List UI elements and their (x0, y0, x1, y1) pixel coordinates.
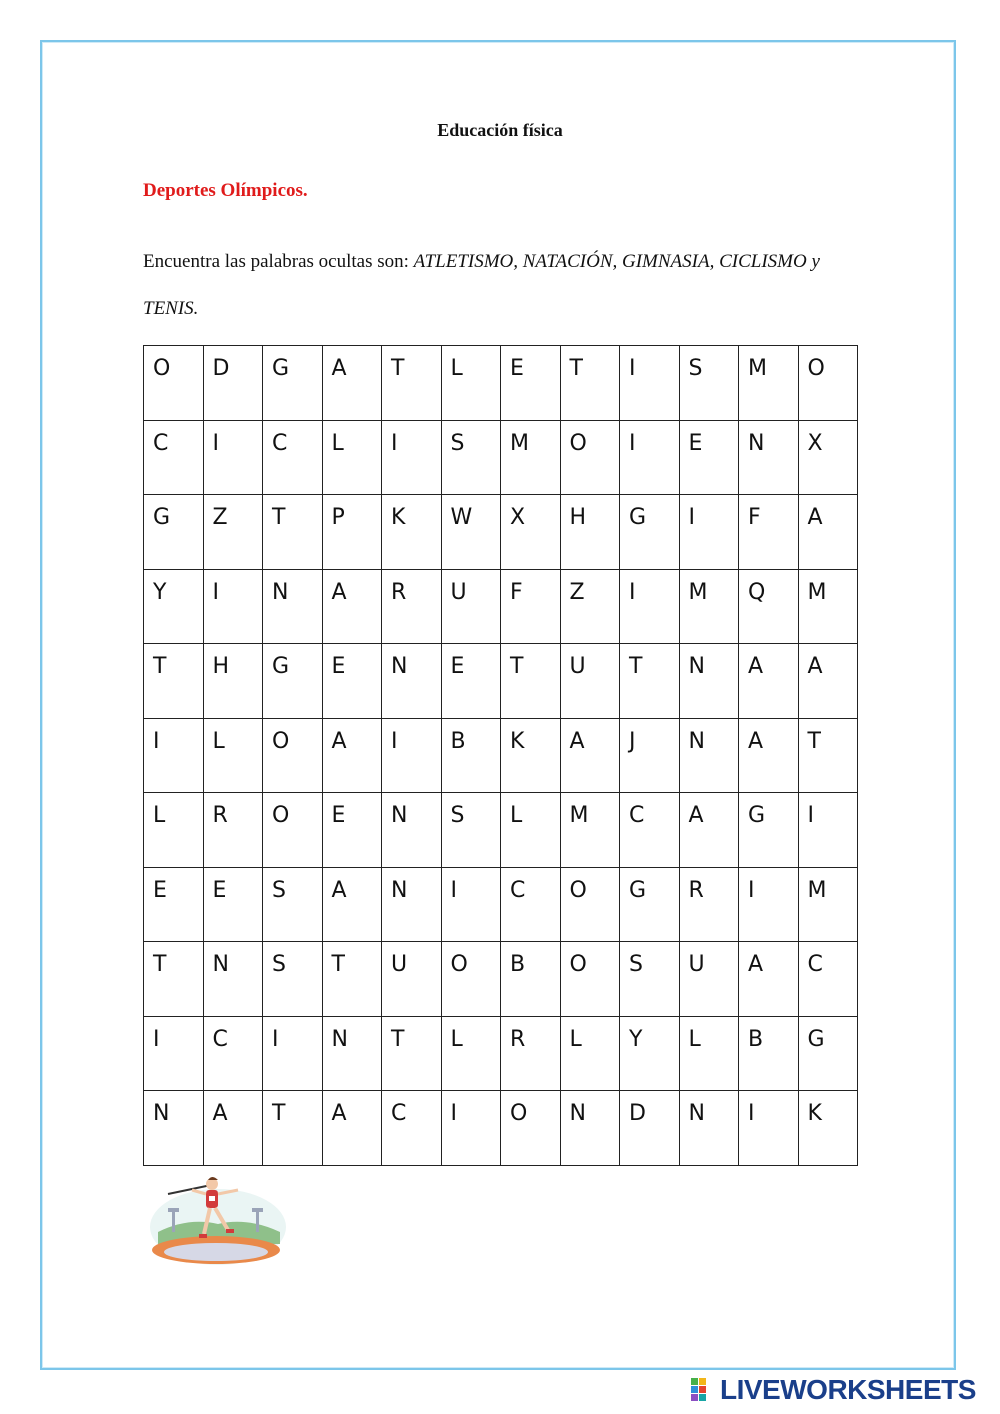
grid-letter: N (272, 579, 289, 605)
grid-cell[interactable] (144, 793, 204, 868)
grid-cell[interactable] (679, 718, 739, 793)
grid-letter: U (450, 579, 467, 605)
grid-letter: O (272, 803, 290, 828)
grid-cell[interactable] (798, 1016, 858, 1091)
javelin-athlete-icon (148, 1172, 288, 1267)
grid-letter: N (331, 1026, 348, 1052)
grid-cell[interactable] (144, 569, 204, 644)
grid-letter: N (688, 728, 705, 754)
grid-letter: B (450, 728, 466, 754)
grid-letter: U (688, 952, 705, 977)
grid-cell[interactable] (501, 1091, 561, 1166)
grid-cell[interactable] (501, 420, 561, 495)
grid-letter: N (569, 1101, 586, 1126)
grid-letter: R (391, 579, 407, 605)
grid-row (144, 569, 858, 644)
grid-letter: L (331, 430, 344, 456)
grid-cell[interactable] (322, 718, 382, 793)
grid-letter: M (569, 803, 589, 828)
grid-letter: T (391, 356, 405, 381)
grid-cell[interactable] (501, 1016, 561, 1091)
grid-letter: L (510, 803, 523, 828)
grid-cell[interactable] (322, 569, 382, 644)
grid-letter: K (510, 728, 525, 754)
grid-letter: O (807, 356, 825, 381)
grid-letter: I (688, 505, 695, 530)
grid-cell[interactable] (203, 867, 263, 942)
grid-letter: I (807, 803, 814, 828)
grid-cell[interactable] (798, 1091, 858, 1166)
grid-cell[interactable] (560, 1091, 620, 1166)
grid-cell[interactable] (263, 569, 323, 644)
footer-brand (690, 1372, 990, 1408)
grid-letter: A (688, 803, 704, 828)
grid-letter: T (391, 1026, 405, 1052)
grid-cell[interactable] (739, 793, 799, 868)
grid-row (144, 346, 858, 421)
grid-cell[interactable] (620, 1016, 680, 1091)
grid-row (144, 718, 858, 793)
grid-letter: O (569, 430, 587, 456)
grid-letter: N (391, 654, 408, 679)
grid-letter: N (391, 877, 408, 903)
grid-cell[interactable] (679, 793, 739, 868)
grid-letter: I (450, 1101, 457, 1126)
grid-letter: G (272, 654, 290, 679)
grid-cell[interactable] (203, 569, 263, 644)
grid-cell[interactable] (382, 569, 442, 644)
grid-letter: R (510, 1026, 526, 1052)
grid-cell[interactable] (144, 420, 204, 495)
grid-cell[interactable] (441, 1091, 501, 1166)
grid-letter: M (807, 579, 827, 605)
grid-cell[interactable] (560, 867, 620, 942)
grid-letter: N (391, 803, 408, 828)
grid-letter: O (569, 952, 587, 977)
grid-letter: L (569, 1026, 582, 1052)
grid-cell[interactable] (501, 569, 561, 644)
grid-letter: T (153, 654, 167, 679)
grid-cell[interactable] (441, 644, 501, 719)
grid-letter: G (748, 803, 766, 828)
grid-cell[interactable] (263, 793, 323, 868)
grid-letter: G (629, 505, 647, 530)
grid-letter: I (391, 430, 398, 456)
brand-name: LIVEWORKSHEETS (720, 1374, 976, 1405)
grid-letter: T (272, 1101, 286, 1126)
grid-cell[interactable] (620, 867, 680, 942)
grid-cell[interactable] (263, 1091, 323, 1166)
grid-letter: M (510, 430, 529, 456)
grid-letter: X (510, 505, 526, 530)
grid-cell[interactable] (739, 867, 799, 942)
grid-cell[interactable] (560, 942, 620, 1017)
grid-cell[interactable] (620, 420, 680, 495)
grid-letter: O (569, 877, 587, 903)
grid-letter: F (748, 505, 761, 530)
grid-letter: I (153, 728, 160, 754)
grid-cell[interactable] (144, 942, 204, 1017)
grid-cell[interactable] (382, 718, 442, 793)
grid-row (144, 942, 858, 1017)
grid-cell[interactable] (263, 867, 323, 942)
grid-cell[interactable] (382, 346, 442, 421)
grid-letter: A (807, 505, 823, 530)
grid-cell[interactable] (501, 495, 561, 570)
grid-cell[interactable] (560, 420, 620, 495)
grid-letter: E (212, 877, 227, 903)
grid-cell[interactable] (263, 346, 323, 421)
grid-cell[interactable] (679, 495, 739, 570)
grid-cell[interactable] (620, 495, 680, 570)
grid-cell[interactable] (620, 346, 680, 421)
grid-letter: I (212, 579, 219, 605)
grid-cell[interactable] (382, 942, 442, 1017)
instructions-text (143, 238, 858, 332)
grid-letter: C (212, 1026, 228, 1052)
grid-cell[interactable] (203, 420, 263, 495)
grid-letter: T (510, 654, 524, 679)
grid-letter: A (748, 952, 764, 977)
grid-letter: A (748, 654, 764, 679)
grid-letter: S (688, 356, 703, 381)
section-subtitle: Deportes Olímpicos. (143, 180, 308, 201)
instructions-word-list: ATLETISMO, NATACIÓN, GIMNASIA, CICLISMO y TENIS. (143, 251, 820, 319)
grid-letter: N (153, 1101, 170, 1126)
grid-cell[interactable] (798, 420, 858, 495)
grid-row (144, 1091, 858, 1166)
grid-cell[interactable] (263, 495, 323, 570)
grid-letter: E (331, 654, 346, 679)
grid-cell[interactable] (263, 644, 323, 719)
grid-letter: N (212, 952, 229, 977)
grid-row (144, 495, 858, 570)
grid-cell[interactable] (382, 644, 442, 719)
grid-cell[interactable] (441, 942, 501, 1017)
grid-cell[interactable] (441, 1016, 501, 1091)
grid-cell[interactable] (560, 346, 620, 421)
grid-letter: L (450, 1026, 463, 1052)
grid-letter: T (153, 952, 167, 977)
grid-cell[interactable] (441, 346, 501, 421)
grid-cell[interactable] (322, 644, 382, 719)
grid-letter: I (748, 877, 755, 903)
grid-letter: D (212, 356, 230, 381)
grid-row (144, 420, 858, 495)
grid-letter: I (450, 877, 457, 903)
grid-cell[interactable] (263, 718, 323, 793)
grid-letter: U (391, 952, 408, 977)
grid-letter: K (391, 505, 406, 530)
grid-cell[interactable] (144, 346, 204, 421)
grid-cell[interactable] (322, 420, 382, 495)
grid-cell[interactable] (560, 644, 620, 719)
grid-cell[interactable] (679, 420, 739, 495)
grid-letter: N (688, 654, 705, 679)
grid-letter: I (153, 1026, 160, 1052)
grid-cell[interactable] (382, 1091, 442, 1166)
grid-letter: A (331, 356, 347, 381)
grid-letter: T (629, 654, 643, 679)
grid-letter: I (629, 430, 636, 456)
grid-cell[interactable] (560, 793, 620, 868)
grid-letter: C (629, 803, 645, 828)
grid-cell[interactable] (620, 1091, 680, 1166)
grid-row (144, 644, 858, 719)
grid-cell[interactable] (501, 346, 561, 421)
grid-cell[interactable] (144, 495, 204, 570)
grid-letter: F (510, 579, 523, 605)
grid-letter: E (153, 877, 167, 903)
grid-cell[interactable] (382, 1016, 442, 1091)
grid-letter: H (569, 505, 587, 530)
grid-letter: H (212, 654, 230, 679)
grid-letter: E (450, 654, 465, 679)
grid-cell[interactable] (382, 420, 442, 495)
grid-cell[interactable] (263, 942, 323, 1017)
grid-cell[interactable] (382, 495, 442, 570)
grid-letter: E (510, 356, 524, 381)
grid-letter: C (272, 430, 288, 456)
grid-cell[interactable] (620, 644, 680, 719)
grid-cell[interactable] (382, 793, 442, 868)
grid-letter: G (272, 356, 290, 381)
grid-cell[interactable] (739, 1091, 799, 1166)
grid-letter: T (807, 728, 821, 754)
grid-cell[interactable] (144, 1016, 204, 1091)
grid-cell[interactable] (203, 1016, 263, 1091)
grid-letter: L (688, 1026, 701, 1052)
grid-letter: A (748, 728, 764, 754)
grid-letter: I (272, 1026, 279, 1052)
grid-cell[interactable] (322, 942, 382, 1017)
liveworksheets-logo-icon (690, 1377, 716, 1403)
grid-cell[interactable] (798, 942, 858, 1017)
grid-letter: S (272, 952, 286, 977)
grid-letter: C (807, 952, 823, 977)
grid-cell[interactable] (322, 346, 382, 421)
grid-letter: B (748, 1026, 764, 1052)
grid-letter: A (807, 654, 823, 679)
grid-letter: M (688, 579, 708, 605)
grid-cell[interactable] (560, 569, 620, 644)
grid-cell[interactable] (739, 1016, 799, 1091)
grid-cell[interactable] (501, 793, 561, 868)
grid-cell[interactable] (620, 942, 680, 1017)
grid-cell[interactable] (501, 644, 561, 719)
grid-letter: L (450, 356, 463, 381)
grid-cell[interactable] (798, 569, 858, 644)
grid-cell[interactable] (620, 718, 680, 793)
grid-letter: J (629, 728, 636, 754)
grid-letter: L (153, 803, 166, 828)
grid-cell[interactable] (203, 495, 263, 570)
grid-cell[interactable] (203, 644, 263, 719)
grid-cell[interactable] (322, 793, 382, 868)
grid-cell[interactable] (263, 1016, 323, 1091)
grid-letter: Q (748, 579, 766, 605)
grid-letter: U (569, 654, 586, 679)
grid-cell[interactable] (441, 867, 501, 942)
grid-letter: C (510, 877, 526, 903)
grid-cell[interactable] (441, 420, 501, 495)
grid-cell[interactable] (382, 867, 442, 942)
grid-letter: G (629, 877, 647, 903)
grid-cell[interactable] (203, 793, 263, 868)
grid-cell[interactable] (501, 718, 561, 793)
grid-cell[interactable] (441, 495, 501, 570)
grid-letter: T (569, 356, 583, 381)
grid-letter: B (510, 952, 526, 977)
grid-row (144, 1016, 858, 1091)
grid-letter: O (510, 1101, 528, 1126)
grid-letter: O (450, 952, 468, 977)
grid-letter: Y (153, 579, 167, 605)
grid-cell[interactable] (739, 942, 799, 1017)
grid-letter: I (629, 356, 636, 381)
grid-cell[interactable] (679, 867, 739, 942)
grid-cell[interactable] (203, 942, 263, 1017)
grid-letter: S (450, 430, 465, 456)
grid-letter: Y (629, 1026, 643, 1052)
grid-cell[interactable] (441, 718, 501, 793)
grid-cell[interactable] (739, 420, 799, 495)
grid-cell[interactable] (560, 495, 620, 570)
grid-cell[interactable] (679, 1016, 739, 1091)
grid-cell[interactable] (144, 1091, 204, 1166)
grid-cell[interactable] (203, 718, 263, 793)
grid-letter: A (331, 728, 347, 754)
grid-row (144, 793, 858, 868)
grid-cell[interactable] (739, 346, 799, 421)
grid-cell[interactable] (144, 644, 204, 719)
grid-letter: A (331, 579, 347, 605)
grid-letter: A (212, 1101, 228, 1126)
grid-letter: K (807, 1101, 822, 1126)
grid-cell[interactable] (679, 1091, 739, 1166)
grid-cell[interactable] (739, 718, 799, 793)
grid-cell[interactable] (798, 644, 858, 719)
grid-cell[interactable] (679, 942, 739, 1017)
grid-letter: R (212, 803, 228, 828)
grid-letter: S (272, 877, 286, 903)
grid-letter: N (688, 1101, 705, 1126)
grid-letter: E (331, 803, 346, 828)
grid-cell[interactable] (620, 793, 680, 868)
grid-letter: S (450, 803, 465, 828)
grid-letter: A (331, 1101, 347, 1126)
grid-letter: A (331, 877, 347, 903)
grid-cell[interactable] (501, 942, 561, 1017)
grid-letter: Z (569, 579, 585, 605)
grid-letter: I (748, 1101, 755, 1126)
grid-cell[interactable] (203, 1091, 263, 1166)
grid-letter: M (748, 356, 767, 381)
grid-letter: C (391, 1101, 407, 1126)
grid-letter: P (331, 505, 345, 530)
grid-letter: W (450, 505, 473, 530)
grid-letter: T (272, 505, 286, 530)
grid-letter: I (391, 728, 398, 754)
grid-cell[interactable] (679, 346, 739, 421)
word-search-grid (143, 345, 858, 1166)
grid-letter: Z (212, 505, 228, 530)
grid-letter: M (807, 877, 827, 903)
grid-letter: X (807, 430, 823, 456)
grid-cell[interactable] (798, 793, 858, 868)
grid-cell[interactable] (441, 793, 501, 868)
grid-letter: G (153, 505, 171, 530)
grid-cell[interactable] (798, 718, 858, 793)
grid-cell[interactable] (679, 569, 739, 644)
grid-letter: I (212, 430, 219, 456)
grid-cell[interactable] (620, 569, 680, 644)
grid-cell[interactable] (798, 346, 858, 421)
grid-cell[interactable] (679, 644, 739, 719)
grid-letter: S (629, 952, 643, 977)
grid-cell[interactable] (203, 346, 263, 421)
grid-letter: I (629, 579, 636, 605)
grid-letter: D (629, 1101, 646, 1126)
grid-letter: R (688, 877, 704, 903)
grid-cell[interactable] (263, 420, 323, 495)
grid-letter: A (569, 728, 585, 754)
page-title: Educación física (437, 120, 563, 140)
grid-cell[interactable] (501, 867, 561, 942)
instructions-intro: Encuentra las palabras ocultas son: (143, 251, 414, 272)
grid-cell[interactable] (322, 495, 382, 570)
grid-row (144, 867, 858, 942)
grid-letter: T (331, 952, 345, 977)
grid-letter: O (153, 356, 171, 381)
grid-letter: O (272, 728, 290, 754)
grid-cell[interactable] (798, 495, 858, 570)
grid-letter: E (688, 430, 703, 456)
grid-letter: G (807, 1026, 825, 1052)
grid-cell[interactable] (441, 569, 501, 644)
grid-cell[interactable] (560, 718, 620, 793)
grid-cell[interactable] (322, 1016, 382, 1091)
grid-cell[interactable] (322, 867, 382, 942)
grid-cell[interactable] (560, 1016, 620, 1091)
grid-cell[interactable] (798, 867, 858, 942)
grid-cell[interactable] (144, 867, 204, 942)
grid-letter: L (212, 728, 225, 754)
grid-cell[interactable] (739, 495, 799, 570)
grid-letter: C (153, 430, 169, 456)
grid-cell[interactable] (739, 569, 799, 644)
grid-cell[interactable] (739, 644, 799, 719)
grid-letter: N (748, 430, 765, 456)
grid-cell[interactable] (144, 718, 204, 793)
grid-cell[interactable] (322, 1091, 382, 1166)
